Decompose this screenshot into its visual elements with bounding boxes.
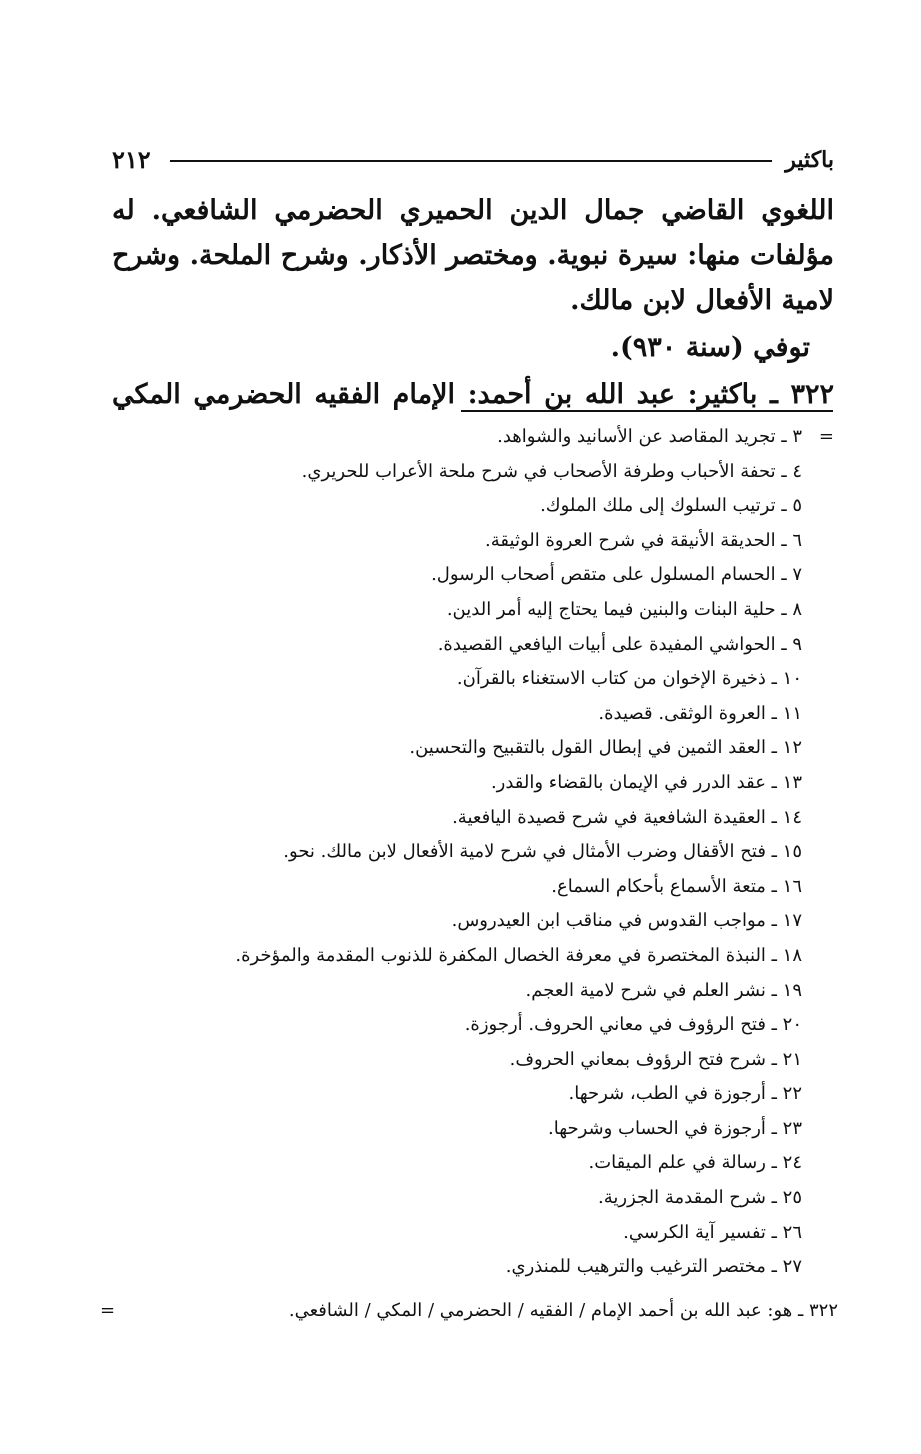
page-number: ٢١٢ xyxy=(112,145,151,174)
footnote-item: ٢٤ ـ رسالة في علم الميقات. xyxy=(588,1152,802,1174)
footnote-item: ٢٠ ـ فتح الرؤوف في معاني الحروف. أرجوزة. xyxy=(464,1014,802,1036)
entry-footnote xyxy=(100,1294,838,1328)
entry-footnote-text: ٣٢٢ ـ هو: عبد الله بن أحمد الإمام / الفقيه / الحضرمي / المكي / الشافعي. xyxy=(288,1300,838,1321)
footnote-item: ٣ ـ تجريد المقاصد عن الأسانيد والشواهد. xyxy=(497,426,802,447)
footnote-item: ٧ ـ الحسام المسلول على متقص أصحاب الرسول. xyxy=(431,564,802,586)
footnote-list-container xyxy=(112,420,834,1285)
footnote-item: ١١ ـ العروة الوثقى. قصيدة. xyxy=(598,702,802,724)
death-date-line: توفي (سنة ٩٣٠). xyxy=(610,332,810,363)
footnotes xyxy=(112,420,834,1285)
footnote-rule xyxy=(461,410,833,412)
footnote-list xyxy=(112,420,834,1285)
footnote-item: ١٣ ـ عقد الدرر في الإيمان بالقضاء والقدر. xyxy=(490,771,802,793)
footnote-item: ٢٧ ـ مختصر الترغيب والترهيب للمنذري. xyxy=(505,1256,802,1278)
footnote-item: ١٠ ـ ذخيرة الإخوان من كتاب الاستغناء بالقرآن. xyxy=(456,668,802,690)
footnote-item: ١٧ ـ مواجب القدوس في مناقب ابن العيدروس. xyxy=(451,910,802,932)
page-header xyxy=(112,142,834,178)
footnote-item: ٢٥ ـ شرح المقدمة الجزرية. xyxy=(598,1187,802,1209)
running-head: باكثير xyxy=(785,147,834,173)
header-rule xyxy=(170,160,772,162)
footnote-item: ٥ ـ ترتيب السلوك إلى ملك الملوك. xyxy=(540,495,802,517)
main-text xyxy=(112,188,834,417)
footnote-item: ١٦ ـ متعة الأسماع بأحكام السماع. xyxy=(551,875,802,897)
footnote-item: ٢٢ ـ أرجوزة في الطب، شرحها. xyxy=(568,1083,802,1105)
entry-heading: ٣٢٢ ـ باكثير: عبد الله بن أحمد: الإمام الفقيه الحضرمي المكي xyxy=(112,379,834,410)
footnote-item: ٦ ـ الحديقة الأنيقة في شرح العروة الوثيقة. xyxy=(485,529,802,551)
footnote-item: ٤ ـ تحفة الأحباب وطرفة الأصحاب في شرح ملحة الأعراب للحريري. xyxy=(301,460,802,482)
continuation-marker-bottom: = xyxy=(100,1300,116,1321)
footnote-item: ١٩ ـ نشر العلم في شرح لامية العجم. xyxy=(525,979,802,1001)
biography-paragraph: اللغوي القاضي جمال الدين الحميري الحضرمي الشافعي. له مؤلفات منها: سيرة نبوية. ومختصر الأذكار. وشرح الملحة. وشرح لامية الأفعال لابن مالك. xyxy=(112,195,834,316)
continuation-marker: = xyxy=(818,426,834,447)
footnote-item: ٢٣ ـ أرجوزة في الحساب وشرحها. xyxy=(547,1117,802,1139)
footnote-item: ٨ ـ حلية البنات والبنين فيما يحتاج إليه أمر الدين. xyxy=(446,598,802,620)
footnote-item: ١٢ ـ العقد الثمين في إبطال القول بالتقبيح والتحسين. xyxy=(409,737,802,759)
footnote-item: ٢١ ـ شرح فتح الرؤوف بمعاني الحروف. xyxy=(509,1048,802,1070)
footnote-item: ١٥ ـ فتح الأقفال وضرب الأمثال في شرح لامية الأفعال لابن مالك. نحو. xyxy=(283,841,802,863)
footnote-item: ٢٦ ـ تفسير آية الكرسي. xyxy=(623,1221,802,1243)
footnote-item: ١٤ ـ العقيدة الشافعية في شرح قصيدة اليافعية. xyxy=(452,806,802,828)
footnote-item: ٩ ـ الحواشي المفيدة على أبيات اليافعي القصيدة. xyxy=(437,633,802,655)
footnote-item: ١٨ ـ النبذة المختصرة في معرفة الخصال المكفرة للذنوب المقدمة والمؤخرة. xyxy=(235,944,802,966)
